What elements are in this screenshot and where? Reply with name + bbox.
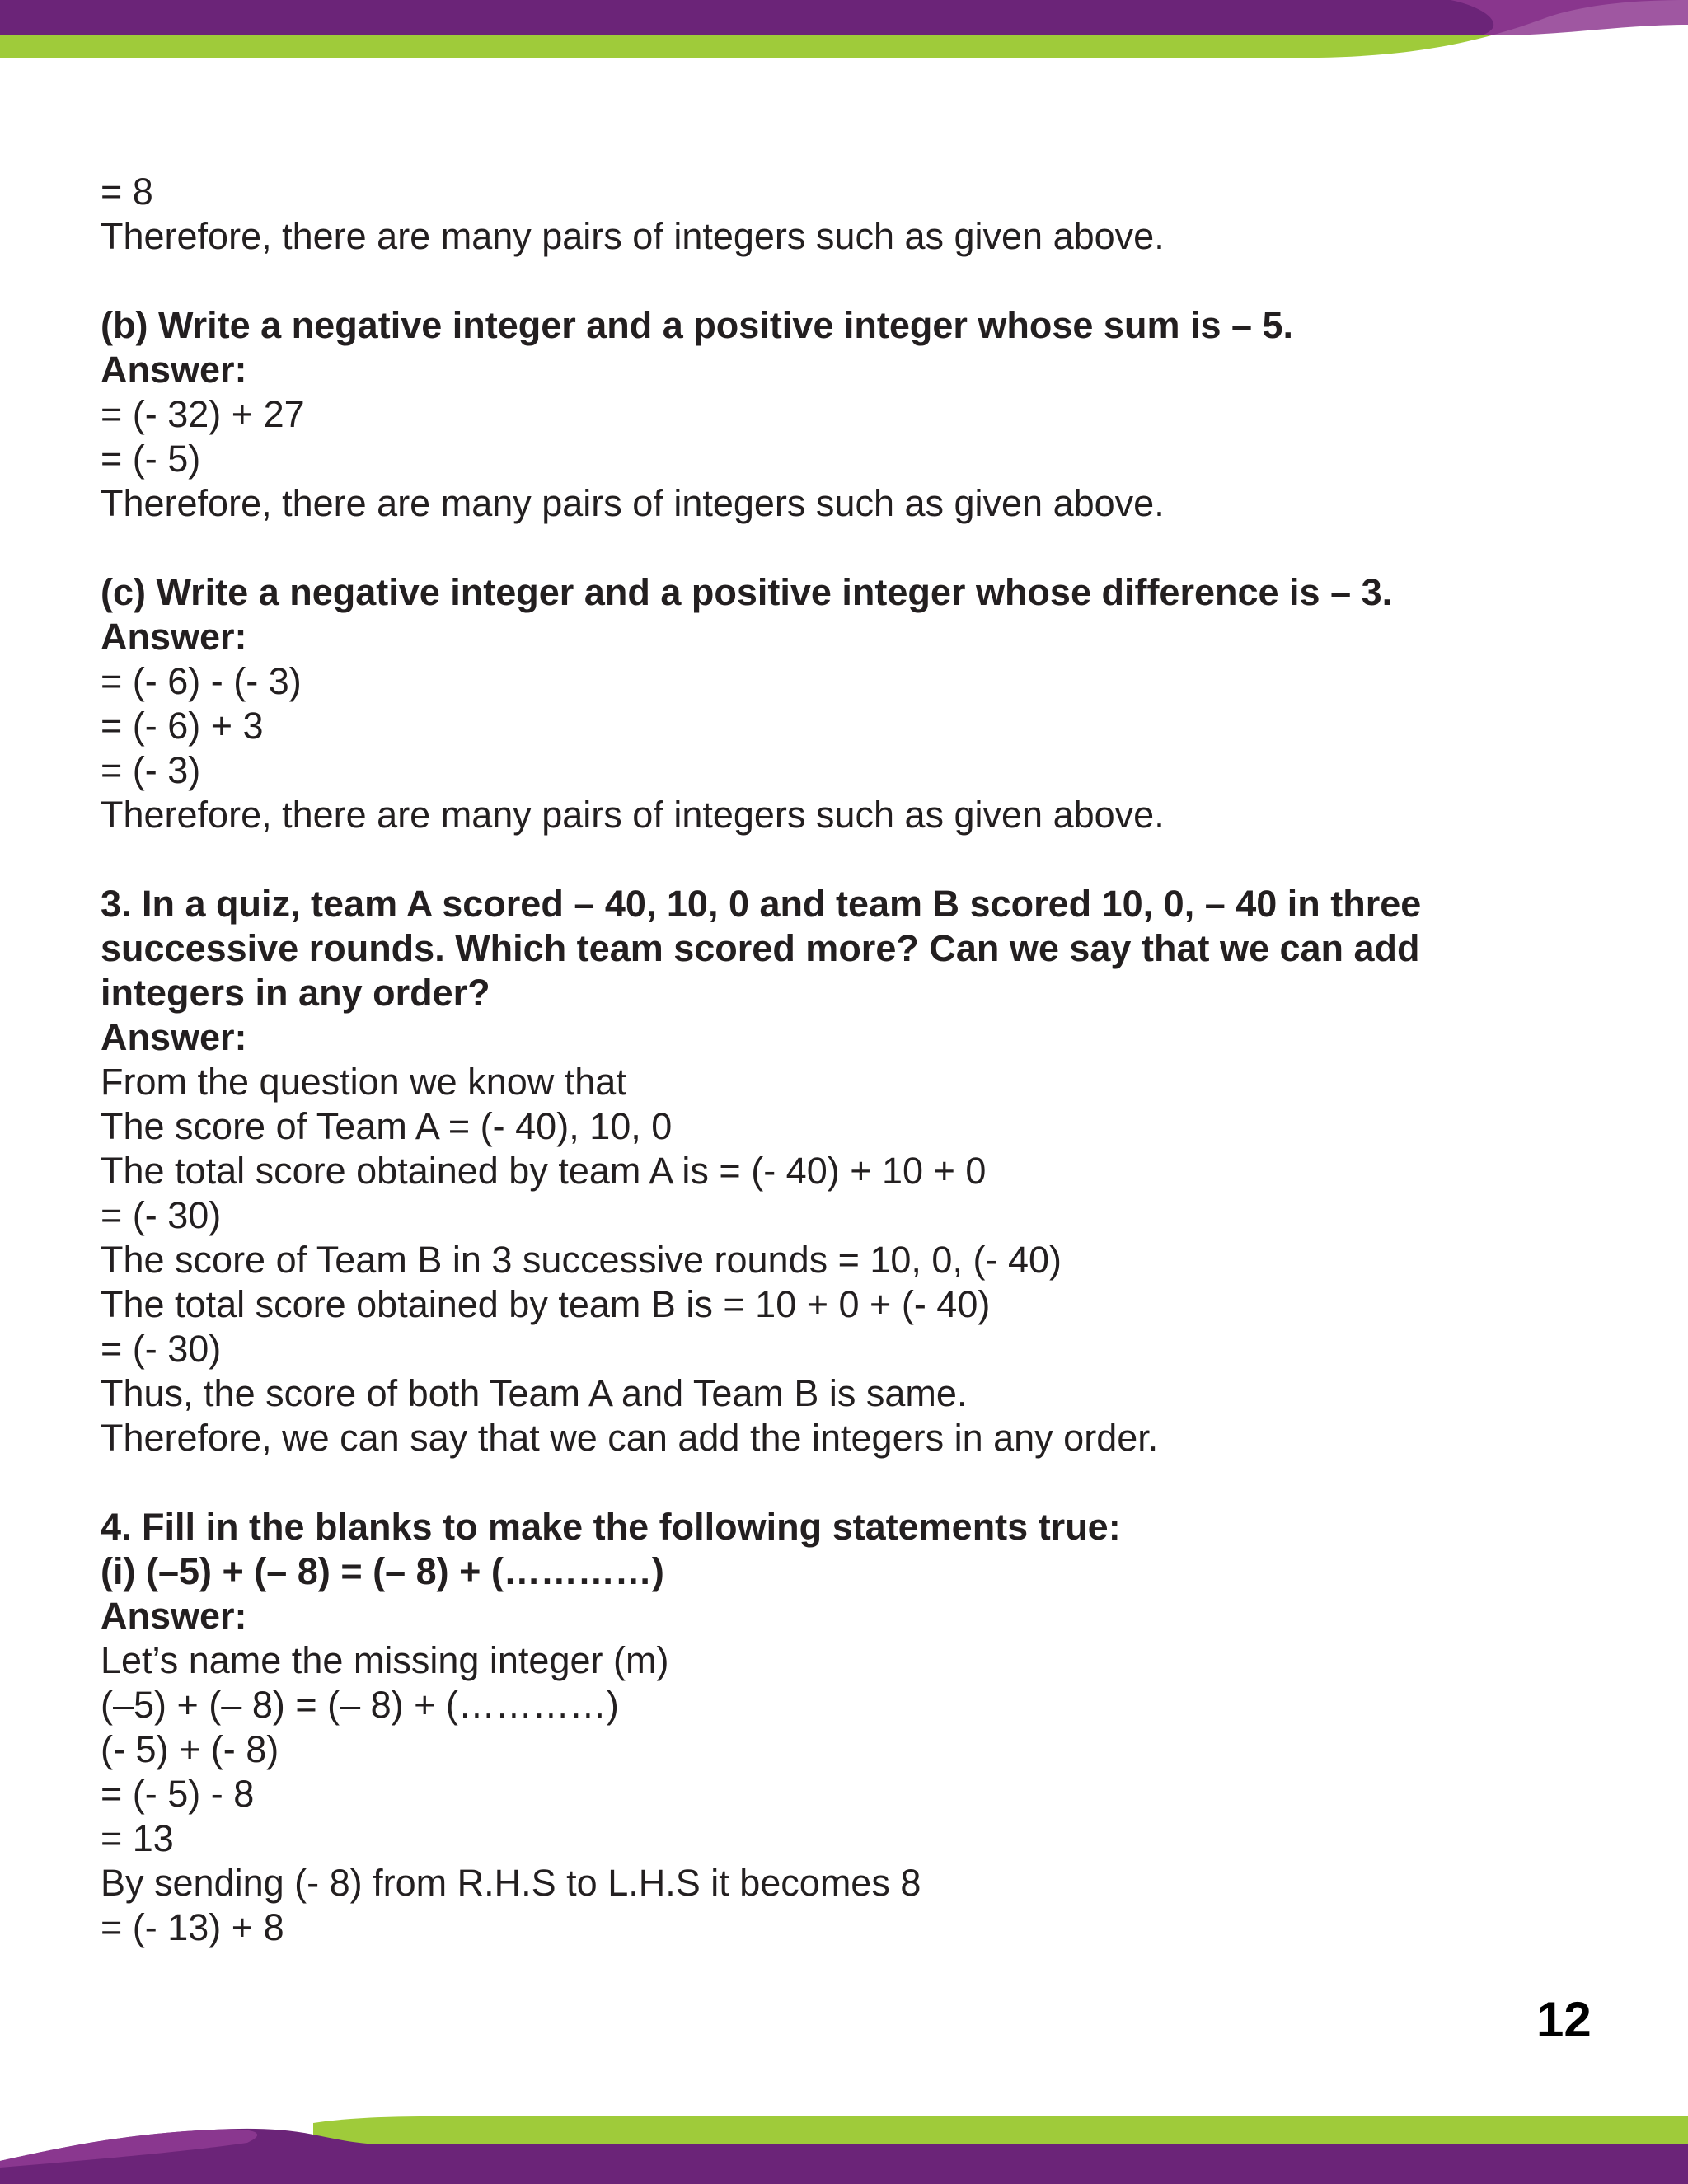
text-line: = (- 30)	[101, 1194, 222, 1236]
question-3: integers in any order?	[101, 972, 490, 1014]
text-line: = (- 3)	[101, 749, 201, 791]
answer-label: Answer:	[101, 1016, 247, 1058]
text-line: Therefore, we can say that we can add the integers in any order.	[101, 1417, 1159, 1459]
page-content	[101, 170, 1584, 1950]
text-line: From the question we know that	[101, 1061, 626, 1103]
text-line: Therefore, there are many pairs of integers such as given above.	[101, 215, 1165, 257]
bottom-decorative-band	[0, 2110, 1688, 2184]
text-line: = (- 32) + 27	[101, 393, 305, 435]
answer-label: Answer:	[101, 616, 247, 658]
question-c: (c) Write a negative integer and a positive integer whose difference is – 3.	[101, 571, 1393, 613]
text-line: The score of Team A = (- 40), 10, 0	[101, 1105, 673, 1147]
answer-label: Answer:	[101, 1595, 247, 1637]
text-line: = 13	[101, 1817, 174, 1859]
text-line: (- 5) + (- 8)	[101, 1728, 279, 1770]
question-b: (b) Write a negative integer and a positive integer whose sum is – 5.	[101, 304, 1294, 346]
text-line: By sending (- 8) from R.H.S to L.H.S it becomes 8	[101, 1862, 921, 1904]
text-line: = (- 13) + 8	[101, 1906, 284, 1948]
page-number: 12	[1536, 1992, 1592, 2047]
answer-label: Answer:	[101, 349, 247, 391]
text-line: The total score obtained by team B is = 10 + 0 + (- 40)	[101, 1283, 991, 1325]
text-line: Therefore, there are many pairs of integers such as given above.	[101, 482, 1165, 524]
text-line: = (- 6) + 3	[101, 705, 264, 747]
text-line: = (- 5)	[101, 438, 201, 480]
text-line: Therefore, there are many pairs of integers such as given above.	[101, 794, 1165, 836]
text-line: The score of Team B in 3 successive rounds = 10, 0, (- 40)	[101, 1239, 1062, 1281]
text-line: The total score obtained by team A is = (- 40) + 10 + 0	[101, 1150, 987, 1192]
text-line: = (- 6) - (- 3)	[101, 660, 302, 702]
text-line: (–5) + (– 8) = (– 8) + (…………)	[101, 1684, 619, 1726]
top-decorative-band	[0, 0, 1688, 66]
question-3: successive rounds. Which team scored more? Can we say that we can add	[101, 927, 1420, 969]
question-4-i: (i) (–5) + (– 8) = (– 8) + (…………)	[101, 1550, 664, 1592]
text-line: = (- 5) - 8	[101, 1773, 255, 1815]
text-line: Let’s name the missing integer (m)	[101, 1639, 669, 1681]
question-3: 3. In a quiz, team A scored – 40, 10, 0 and team B scored 10, 0, – 40 in three	[101, 883, 1422, 925]
text-line: = (- 30)	[101, 1328, 222, 1370]
text-line: = 8	[101, 171, 153, 213]
text-line: Thus, the score of both Team A and Team B is same.	[101, 1372, 968, 1414]
question-4: 4. Fill in the blanks to make the following statements true:	[101, 1506, 1121, 1548]
